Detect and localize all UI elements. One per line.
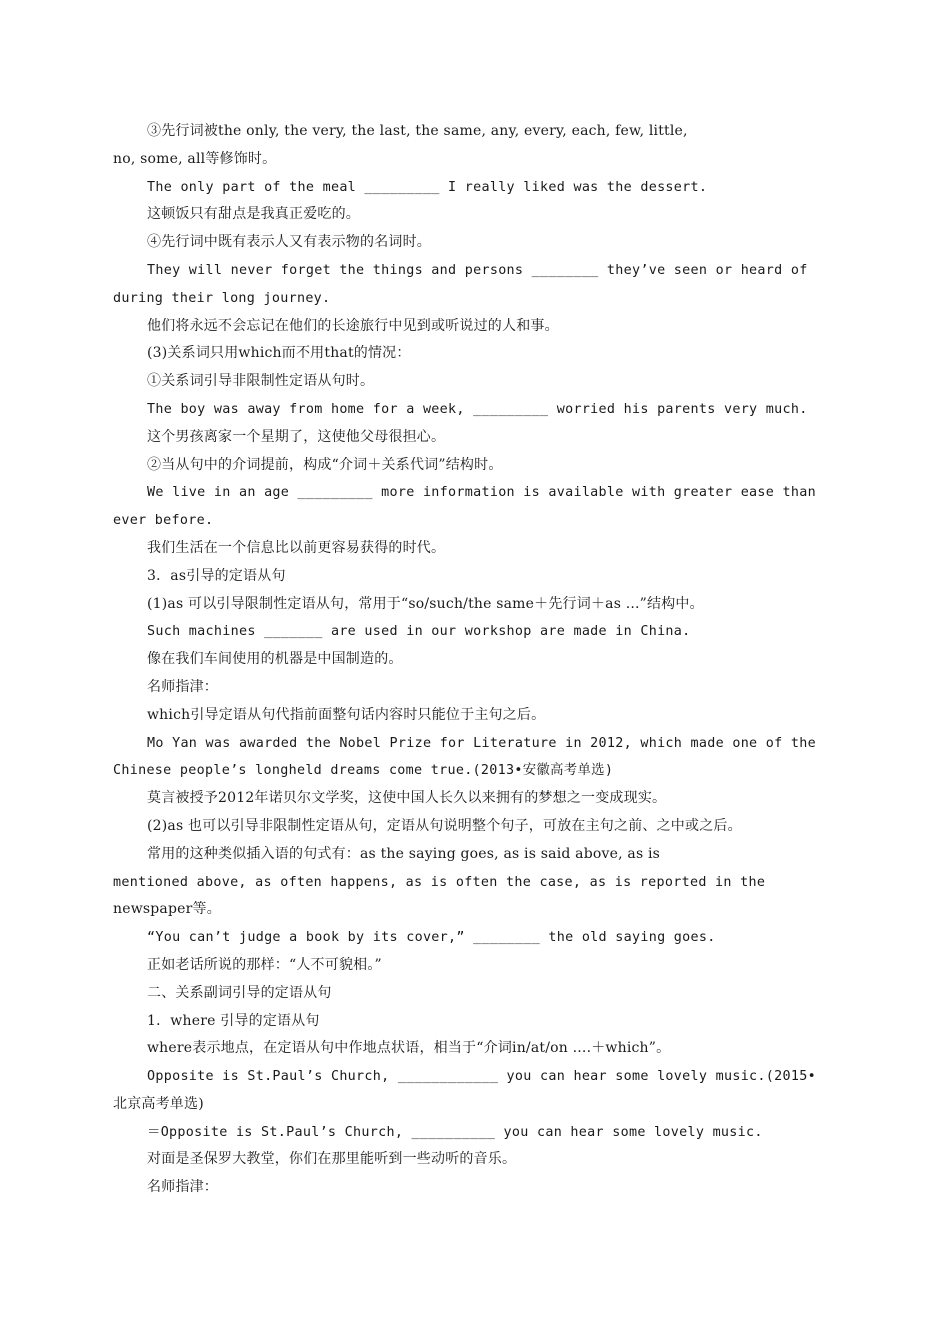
text-line: mentioned above, as often happens, as is often the case, as is reported in the [113,874,766,890]
example-sentence: We live in an age _________ more information is available with greater ease than [147,485,816,501]
text-line: 北京高考单选) [113,1095,204,1112]
text-line: newspaper等。 [113,901,221,918]
translation-line: 他们将永远不会忘记在他们的长途旅行中见到或听说过的人和事。 [147,317,559,334]
translation-line: 这个男孩离家一个星期了，这使他父母很担心。 [147,428,446,445]
example-sentence: Chinese people’s longheld dreams come true.(2013•安徽高考单选) [113,763,614,779]
translation-line: 对面是圣保罗大教堂，你们在那里能听到一些动听的音乐。 [147,1151,517,1168]
translation-line: 我们生活在一个信息比以前更容易获得的时代。 [147,539,446,556]
document-body [113,118,843,1202]
example-sentence: Opposite is St.Paul’s Church, ____________ you can hear some lovely music.(2015• [147,1069,816,1085]
example-sentence: The boy was away from home for a week, _________ worried his parents very much. [147,401,808,417]
example-sentence: during their long journey. [113,290,331,306]
text-line: 常用的这种类似插入语的句式有：as the saying goes, as is said above, as is [147,845,661,862]
example-sentence: They will never forget the things and persons ________ they’ve seen or heard of [147,262,808,278]
text-line: which引导定语从句代指前面整句话内容时只能位于主句之后。 [147,706,546,723]
example-sentence: ＝Opposite is St.Paul’s Church, __________ you can hear some lovely music. [147,1124,763,1140]
example-sentence: Such machines _______ are used in our workshop are made in China. [147,624,691,640]
section-heading: (3)关系词只用which而不用that的情况： [147,345,411,362]
text-line: ①关系词引导非限制性定语从句时。 [147,373,375,390]
text-line: ②当从句中的介词提前，构成“介词＋关系代词”结构时。 [147,456,503,473]
translation-line: 正如老话所说的那样：“人不可貌相。” [147,956,382,973]
text-line: no, some, all等修饰时。 [113,150,277,167]
text-line: where表示地点，在定语从句中作地点状语，相当于“介词in/at/on ....＋which”。 [147,1040,671,1057]
translation-line: 莫言被授予2012年诺贝尔文学奖，这使中国人长久以来拥有的梦想之一变成现实。 [147,790,667,807]
example-sentence: The only part of the meal _________ I really liked was the dessert. [147,179,708,195]
section-heading: 1．where 引导的定语从句 [147,1012,320,1029]
example-sentence: ever before. [113,513,214,529]
translation-line: 这顿饭只有甜点是我真正爱吃的。 [147,206,360,223]
translation-line: 像在我们车间使用的机器是中国制造的。 [147,651,403,668]
tip-heading: 名师指津： [147,678,218,695]
text-line: (1)as 可以引导限制性定语从句，常用于“so/such/the same＋先行词＋as ...”结构中。 [147,595,704,612]
text-line: ④先行词中既有表示人又有表示物的名词时。 [147,234,431,251]
section-heading: 二、关系副词引导的定语从句 [147,984,332,1001]
example-sentence: Mo Yan was awarded the Nobel Prize for Literature in 2012, which made one of the [147,735,816,751]
section-heading: 3．as引导的定语从句 [147,567,286,584]
text-line: ③先行词被the only, the very, the last, the same, any, every, each, few, little, [147,123,688,139]
tip-heading: 名师指津： [147,1179,218,1196]
text-line: (2)as 也可以引导非限制性定语从句，定语从句说明整个句子，可放在主句之前、之中或之后。 [147,817,742,834]
example-sentence: “You can’t judge a book by its cover,” ________ the old saying goes. [147,930,716,946]
